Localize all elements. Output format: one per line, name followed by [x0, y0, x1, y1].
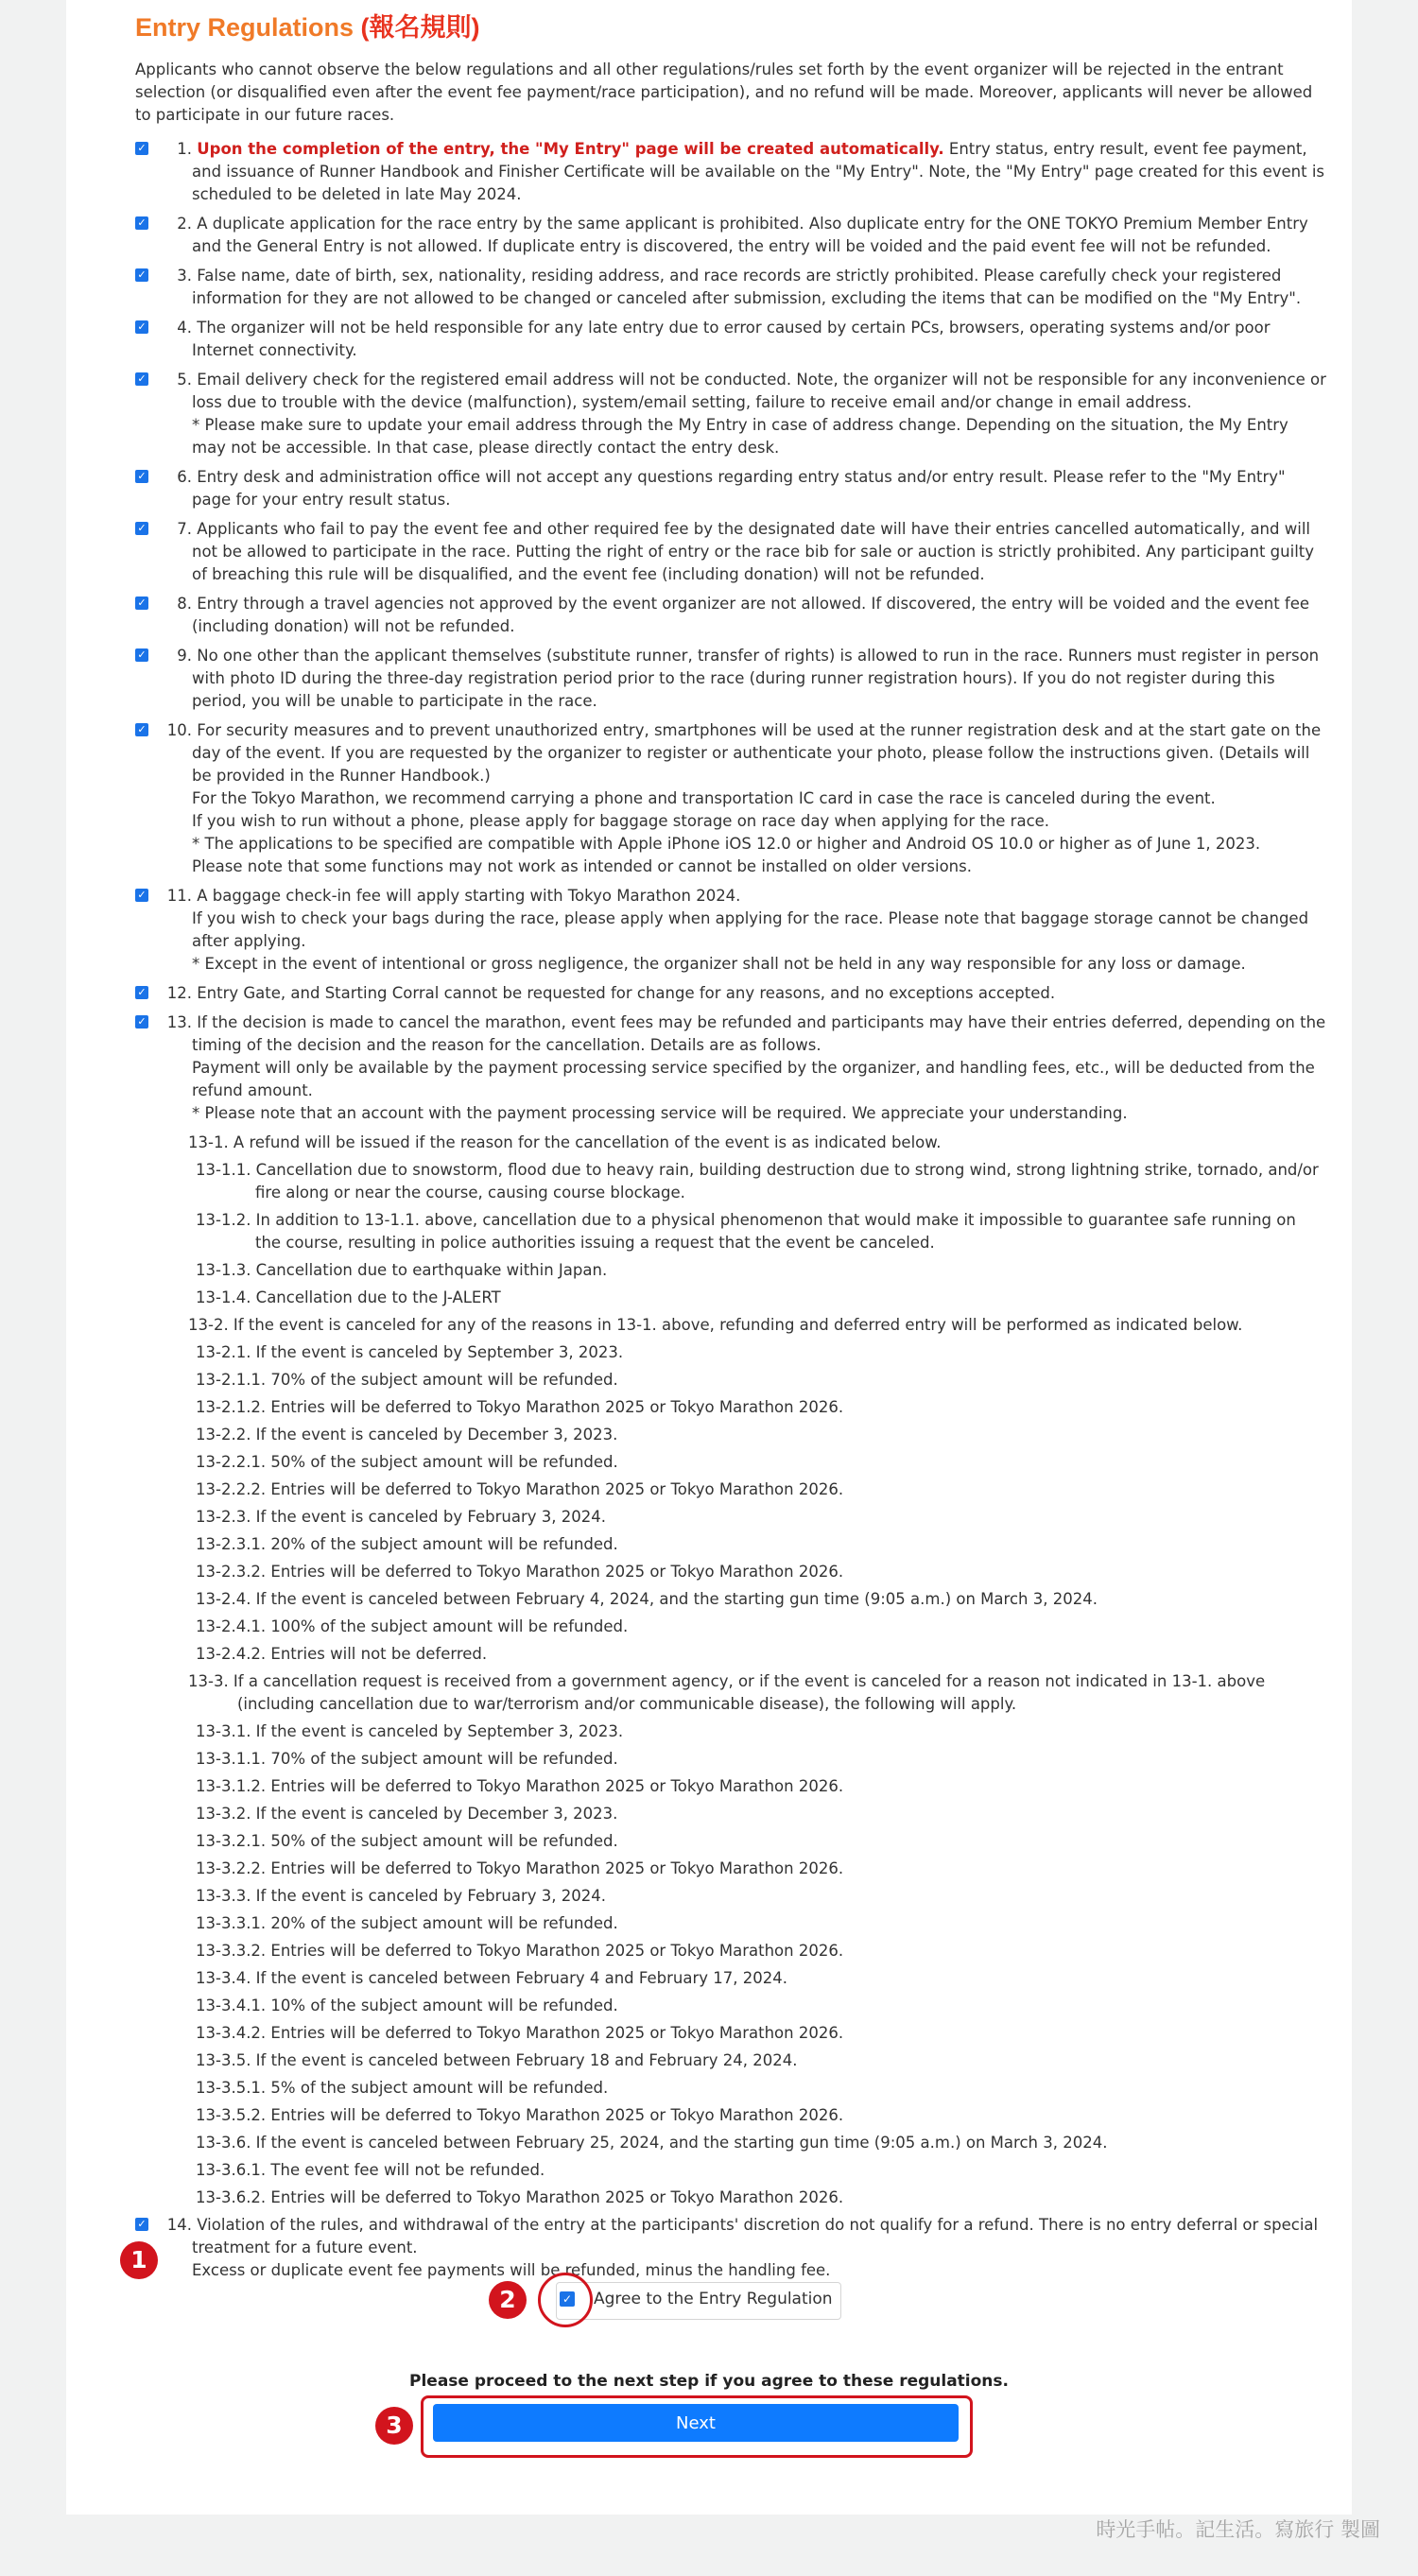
- regulation-body: [162, 138, 1326, 206]
- page-title-jp: (報名規則): [360, 13, 480, 42]
- regulation-text: A duplicate application for the race entry by the same applicant is prohibited. Also duplicate entry for the ONE TOKYO Premium Member Entry and the General Entry is not allowed. If duplicate entry is discovered, the entry will be voided and the paid event fee will not be refunded.: [192, 215, 1308, 255]
- regulation-body: [162, 317, 1326, 362]
- regulation-checkbox[interactable]: ✓: [135, 889, 148, 902]
- regulation-number: 4.: [177, 319, 192, 337]
- regulation-number: 14.: [166, 2216, 192, 2234]
- regulation-line: For the Tokyo Marathon, we recommend carrying a phone and transportation IC card in case the race is canceled during the event.: [192, 789, 1216, 807]
- agree-label[interactable]: Agree to the Entry Regulation: [594, 2290, 833, 2308]
- regulation-text: No one other than the applicant themselves (substitute runner, transfer of rights) is allowed to run in the race. Runners must register in person with photo ID during the three-day registration period prior to the race (during runner registration hours). If you do not register during this period, you will be unable to participate in the race.: [192, 647, 1320, 710]
- regulation-body: [162, 518, 1326, 586]
- regulation-item: [135, 317, 1326, 362]
- regulation-text: Entry status, entry result, event fee payment, and issuance of Runner Handbook and Finisher Certificate will be available on the "My Entry". Note, the "My Entry" page created for this event is scheduled to be deleted in late May 2024.: [192, 140, 1324, 203]
- subsection-item: 13-2.1. If the event is canceled by September 3, 2023.: [196, 1343, 624, 1361]
- regulation-number: 11.: [166, 887, 192, 905]
- regulation-line: * The applications to be specified are compatible with Apple iPhone iOS 12.0 or higher and Android OS 10.0 or higher as of June 1, 2023.: [192, 835, 1261, 853]
- subsection-item: 13-2.3.1. 20% of the subject amount will be refunded.: [196, 1535, 618, 1553]
- subsection-item: 13-3.5.1. 5% of the subject amount will be refunded.: [196, 2079, 609, 2097]
- regulation-highlight: Upon the completion of the entry, the "My Entry" page will be created automatically.: [197, 140, 944, 158]
- regulation-item: [135, 138, 1326, 206]
- page-title-en: Entry Regulations: [135, 13, 361, 42]
- regulation-body: [162, 213, 1326, 258]
- regulation-item: [135, 2214, 1326, 2282]
- regulation-item: [135, 213, 1326, 258]
- subsection-item: 13-3.6.1. The event fee will not be refunded.: [196, 2161, 545, 2179]
- regulation-number: 6.: [177, 468, 192, 486]
- subsection-item: 13-3.2.1. 50% of the subject amount will be refunded.: [196, 1832, 618, 1850]
- regulation-number: 5.: [177, 371, 192, 389]
- regulation-text: Entry through a travel agencies not approved by the event organizer are not allowed. If discovered, the entry will be voided and the event fee (including donation) will not be refunded.: [192, 595, 1310, 635]
- regulation-number: 3.: [177, 267, 192, 285]
- next-button[interactable]: Next: [433, 2404, 959, 2442]
- regulation-line: * Please note that an account with the payment processing service will be required. We appreciate your understanding.: [192, 1104, 1128, 1122]
- subsection-item: 13-2.2. If the event is canceled by December 3, 2023.: [196, 1426, 618, 1444]
- subsection-item: 13-3.4.1. 10% of the subject amount will be refunded.: [196, 1997, 618, 2014]
- step-marker-2: 2: [489, 2281, 527, 2319]
- regulation-body: [162, 982, 1326, 1005]
- regulation-checkbox[interactable]: ✓: [135, 268, 148, 282]
- regulation-body: [162, 719, 1326, 878]
- regulation-text: Applicants who fail to pay the event fee and other required fee by the designated date will have their entries cancelled automatically, and will not be allowed to participate in the race. Putting the right of entry or the race bib for sale or auction is strictly prohibited. Any participant guilty of breaching this rule will be disqualified, and the event fee (including donation) will not be refunded.: [192, 520, 1315, 583]
- agree-checkbox[interactable]: ✓: [560, 2291, 575, 2307]
- regulation-text: A baggage check-in fee will apply starting with Tokyo Marathon 2024.: [197, 887, 741, 905]
- regulation-checkbox[interactable]: ✓: [135, 470, 148, 483]
- regulation-text: Entry Gate, and Starting Corral cannot be requested for change for any reasons, and no exceptions accepted.: [197, 984, 1056, 1002]
- regulation-checkbox[interactable]: ✓: [135, 522, 148, 535]
- subsection-item: 13-3.1. If the event is canceled by September 3, 2023.: [196, 1722, 624, 1740]
- regulation-checkbox[interactable]: ✓: [135, 142, 148, 155]
- regulation-checkbox[interactable]: ✓: [135, 986, 148, 999]
- subsection-item: 13-2.4. If the event is canceled between February 4, 2024, and the starting gun time (9:05 a.m.) on March 3, 2024.: [196, 1590, 1098, 1608]
- intro-text: Applicants who cannot observe the below regulations and all other regulations/rules set forth by the event organizer will be rejected in the entrant selection (or disqualified even after the event fee payment/race participation), and no refund will be made. Moreover, applicants will never be allowed to participate in our future races.: [135, 61, 1313, 124]
- regulation-item: [135, 645, 1326, 713]
- regulation-note: * Please make sure to update your email address through the My Entry in case of address change. Depending on the situation, the My Entry may not be accessible. In that case, please directly contact the entry desk.: [192, 416, 1288, 457]
- regulation-line: If you wish to run without a phone, please apply for baggage storage on race day when applying for the race.: [192, 812, 1050, 830]
- regulation-number: 9.: [177, 647, 192, 665]
- regulation-number: 12.: [166, 984, 192, 1002]
- regulation-body: [162, 466, 1326, 511]
- regulation-item: [135, 369, 1326, 459]
- regulation-item: [135, 1011, 1326, 1125]
- subsection-item: 13-3.5.2. Entries will be deferred to Tokyo Marathon 2025 or Tokyo Marathon 2026.: [196, 2106, 844, 2124]
- regulation-line: If you wish to check your bags during the race, please apply when applying for the race. Please note that baggage storage cannot be changed after applying.: [192, 909, 1309, 950]
- regulation-checkbox[interactable]: ✓: [135, 723, 148, 736]
- agree-checkbox-highlight-circle: [538, 2273, 593, 2327]
- subsection-heading: 13-3. If a cancellation request is received from a government agency, or if the event is canceled for a reason not indicated in 13-1. above (including cancellation due to war/terrorism and/or communicable disease), the following will apply.: [188, 1672, 1266, 1713]
- subsection-item: 13-3.2.2. Entries will be deferred to Tokyo Marathon 2025 or Tokyo Marathon 2026.: [196, 1859, 844, 1877]
- regulation-line: Payment will only be available by the payment processing service specified by the organizer, and handling fees, etc., will be deducted from the refund amount.: [192, 1059, 1315, 1099]
- regulation-text: False name, date of birth, sex, nationality, residing address, and race records are strictly prohibited. Please carefully check your registered information for they are not allowed to be changed or canceled after submission, excluding the items that can be modified on the "My Entry".: [192, 267, 1302, 307]
- subsection-item: 13-2.1.2. Entries will be deferred to Tokyo Marathon 2025 or Tokyo Marathon 2026.: [196, 1398, 844, 1416]
- subsection-item: 13-2.3.2. Entries will be deferred to Tokyo Marathon 2025 or Tokyo Marathon 2026.: [196, 1563, 844, 1581]
- subsection-item: 13-1.1. Cancellation due to snowstorm, flood due to heavy rain, building destruction due to strong wind, strong lightning strike, tornado, and/or fire along or near the course, causing course blockage.: [196, 1161, 1319, 1202]
- subsection-item: 13-1.4. Cancellation due to the J-ALERT: [196, 1288, 501, 1306]
- subsection-item: 13-2.4.2. Entries will not be deferred.: [196, 1645, 488, 1663]
- regulation-text: Violation of the rules, and withdrawal of the entry at the participants' discretion do not qualify for a refund. There is no entry deferral or special treatment for a future event.: [192, 2216, 1319, 2256]
- regulation-body: [162, 2214, 1326, 2282]
- regulations-list: [135, 138, 1326, 2282]
- regulation-checkbox[interactable]: ✓: [135, 1015, 148, 1029]
- regulation-text: Email delivery check for the registered email address will not be conducted. Note, the organizer will not be responsible for any inconvenience or loss due to trouble with the device (malfunction), system/email setting, failure to receive email and/or change in email address.: [192, 371, 1326, 411]
- subsection-item: 13-1.3. Cancellation due to earthquake within Japan.: [196, 1261, 608, 1279]
- regulation-item: [135, 466, 1326, 511]
- subsection-item: 13-3.3. If the event is canceled by February 3, 2024.: [196, 1887, 606, 1905]
- regulation-number: 1.: [177, 140, 192, 158]
- subsection-item: 13-2.2.1. 50% of the subject amount will be refunded.: [196, 1453, 618, 1471]
- regulation-body: [162, 1011, 1326, 1125]
- regulation-body: [162, 593, 1326, 638]
- regulation-body: [162, 265, 1326, 310]
- subsection-item: 13-3.2. If the event is canceled by December 3, 2023.: [196, 1805, 618, 1823]
- regulation-checkbox[interactable]: ✓: [135, 320, 148, 334]
- regulation-body: [162, 885, 1326, 976]
- subsection-item: 13-3.6. If the event is canceled between February 25, 2024, and the starting gun time (9:05 a.m.) on March 3, 2024.: [196, 2134, 1108, 2152]
- subsection-item: 13-2.4.1. 100% of the subject amount will be refunded.: [196, 1617, 629, 1635]
- regulation-number: 2.: [177, 215, 192, 233]
- subsection-item: 13-2.3. If the event is canceled by February 3, 2024.: [196, 1508, 606, 1526]
- subsection-item: 13-3.4. If the event is canceled between February 4 and February 17, 2024.: [196, 1969, 787, 1987]
- regulation-number: 10.: [166, 721, 192, 739]
- subsection-item: 13-3.5. If the event is canceled between February 18 and February 24, 2024.: [196, 2051, 798, 2069]
- step-marker-1: 1: [120, 2241, 158, 2279]
- subsection-item: 13-2.2.2. Entries will be deferred to Tokyo Marathon 2025 or Tokyo Marathon 2026.: [196, 1480, 844, 1498]
- page-title: [135, 8, 1326, 47]
- subsection-item: 13-3.4.2. Entries will be deferred to Tokyo Marathon 2025 or Tokyo Marathon 2026.: [196, 2024, 844, 2042]
- regulation-item: [135, 885, 1326, 976]
- regulation-checkbox[interactable]: ✓: [135, 648, 148, 662]
- regulation-item: [135, 265, 1326, 310]
- subsection-item: 13-2.1.1. 70% of the subject amount will be refunded.: [196, 1371, 618, 1389]
- regulation-number: 13.: [166, 1013, 192, 1031]
- subsection-item: 13-3.6.2. Entries will be deferred to Tokyo Marathon 2025 or Tokyo Marathon 2026.: [196, 2188, 844, 2206]
- regulation-checkbox[interactable]: ✓: [135, 216, 148, 230]
- regulation-number: 8.: [177, 595, 192, 613]
- regulation-item: [135, 982, 1326, 1005]
- regulation-checkbox[interactable]: ✓: [135, 2218, 148, 2231]
- regulation-text: Entry desk and administration office will not accept any questions regarding entry status and/or entry result. Please refer to the "My Entry" page for your entry result status.: [192, 468, 1286, 509]
- regulations-content: [135, 8, 1326, 2289]
- regulation-item: [135, 719, 1326, 878]
- subsection-heading: 13-1. A refund will be issued if the reason for the cancellation of the event is as indicated below.: [188, 1133, 942, 1151]
- regulation-body: [162, 369, 1326, 459]
- watermark-text: 時光手帖。記生活。寫旅行 製圖: [1096, 2518, 1380, 2541]
- regulation-text: If the decision is made to cancel the marathon, event fees may be refunded and participants may have their entries deferred, depending on the timing of the decision and the reason for the cancellation. Details are as follows.: [192, 1013, 1326, 1054]
- main-panel: [66, 0, 1352, 2515]
- regulation-number: 7.: [177, 520, 192, 538]
- regulation-item: [135, 593, 1326, 638]
- regulation-line: * Except in the event of intentional or gross negligence, the organizer shall not be held in any way responsible for any loss or damage.: [192, 955, 1246, 973]
- regulation-body: [162, 645, 1326, 713]
- regulation-line: Please note that some functions may not work as intended or cannot be installed on older versions.: [192, 857, 972, 875]
- regulation-checkbox[interactable]: ✓: [135, 372, 148, 386]
- regulation-item: [135, 518, 1326, 586]
- regulation-checkbox[interactable]: ✓: [135, 596, 148, 610]
- step-marker-3: 3: [375, 2407, 413, 2445]
- subsection-heading: 13-2. If the event is canceled for any of the reasons in 13-1. above, refunding and deferred entry will be performed as indicated below.: [188, 1316, 1243, 1334]
- subsection-item: 13-3.1.2. Entries will be deferred to Tokyo Marathon 2025 or Tokyo Marathon 2026.: [196, 1777, 844, 1795]
- subsection-item: 13-3.1.1. 70% of the subject amount will be refunded.: [196, 1750, 618, 1768]
- subsection-item: 13-3.3.1. 20% of the subject amount will be refunded.: [196, 1914, 618, 1932]
- regulation-line: Excess or duplicate event fee payments will be refunded, minus the handling fee.: [192, 2261, 831, 2279]
- subsection-item: 13-1.2. In addition to 13-1.1. above, cancellation due to a physical phenomenon that would make it impossible to guarantee safe running on the course, resulting in police authorities issuing a request that the event be canceled.: [196, 1211, 1296, 1252]
- regulation-text: The organizer will not be held responsible for any late entry due to error caused by certain PCs, browsers, operating systems and/or poor Internet connectivity.: [192, 319, 1271, 359]
- subsection-item: 13-3.3.2. Entries will be deferred to Tokyo Marathon 2025 or Tokyo Marathon 2026.: [196, 1942, 844, 1960]
- proceed-instruction: Please proceed to the next step if you agree to these regulations.: [409, 2372, 1009, 2391]
- regulation-text: For security measures and to prevent unauthorized entry, smartphones will be used at the runner registration desk and at the start gate on the day of the event. If you are requested by the organizer to register or authenticate your photo, please follow the instructions given. (Details will be provided in the Runner Handbook.): [192, 721, 1322, 785]
